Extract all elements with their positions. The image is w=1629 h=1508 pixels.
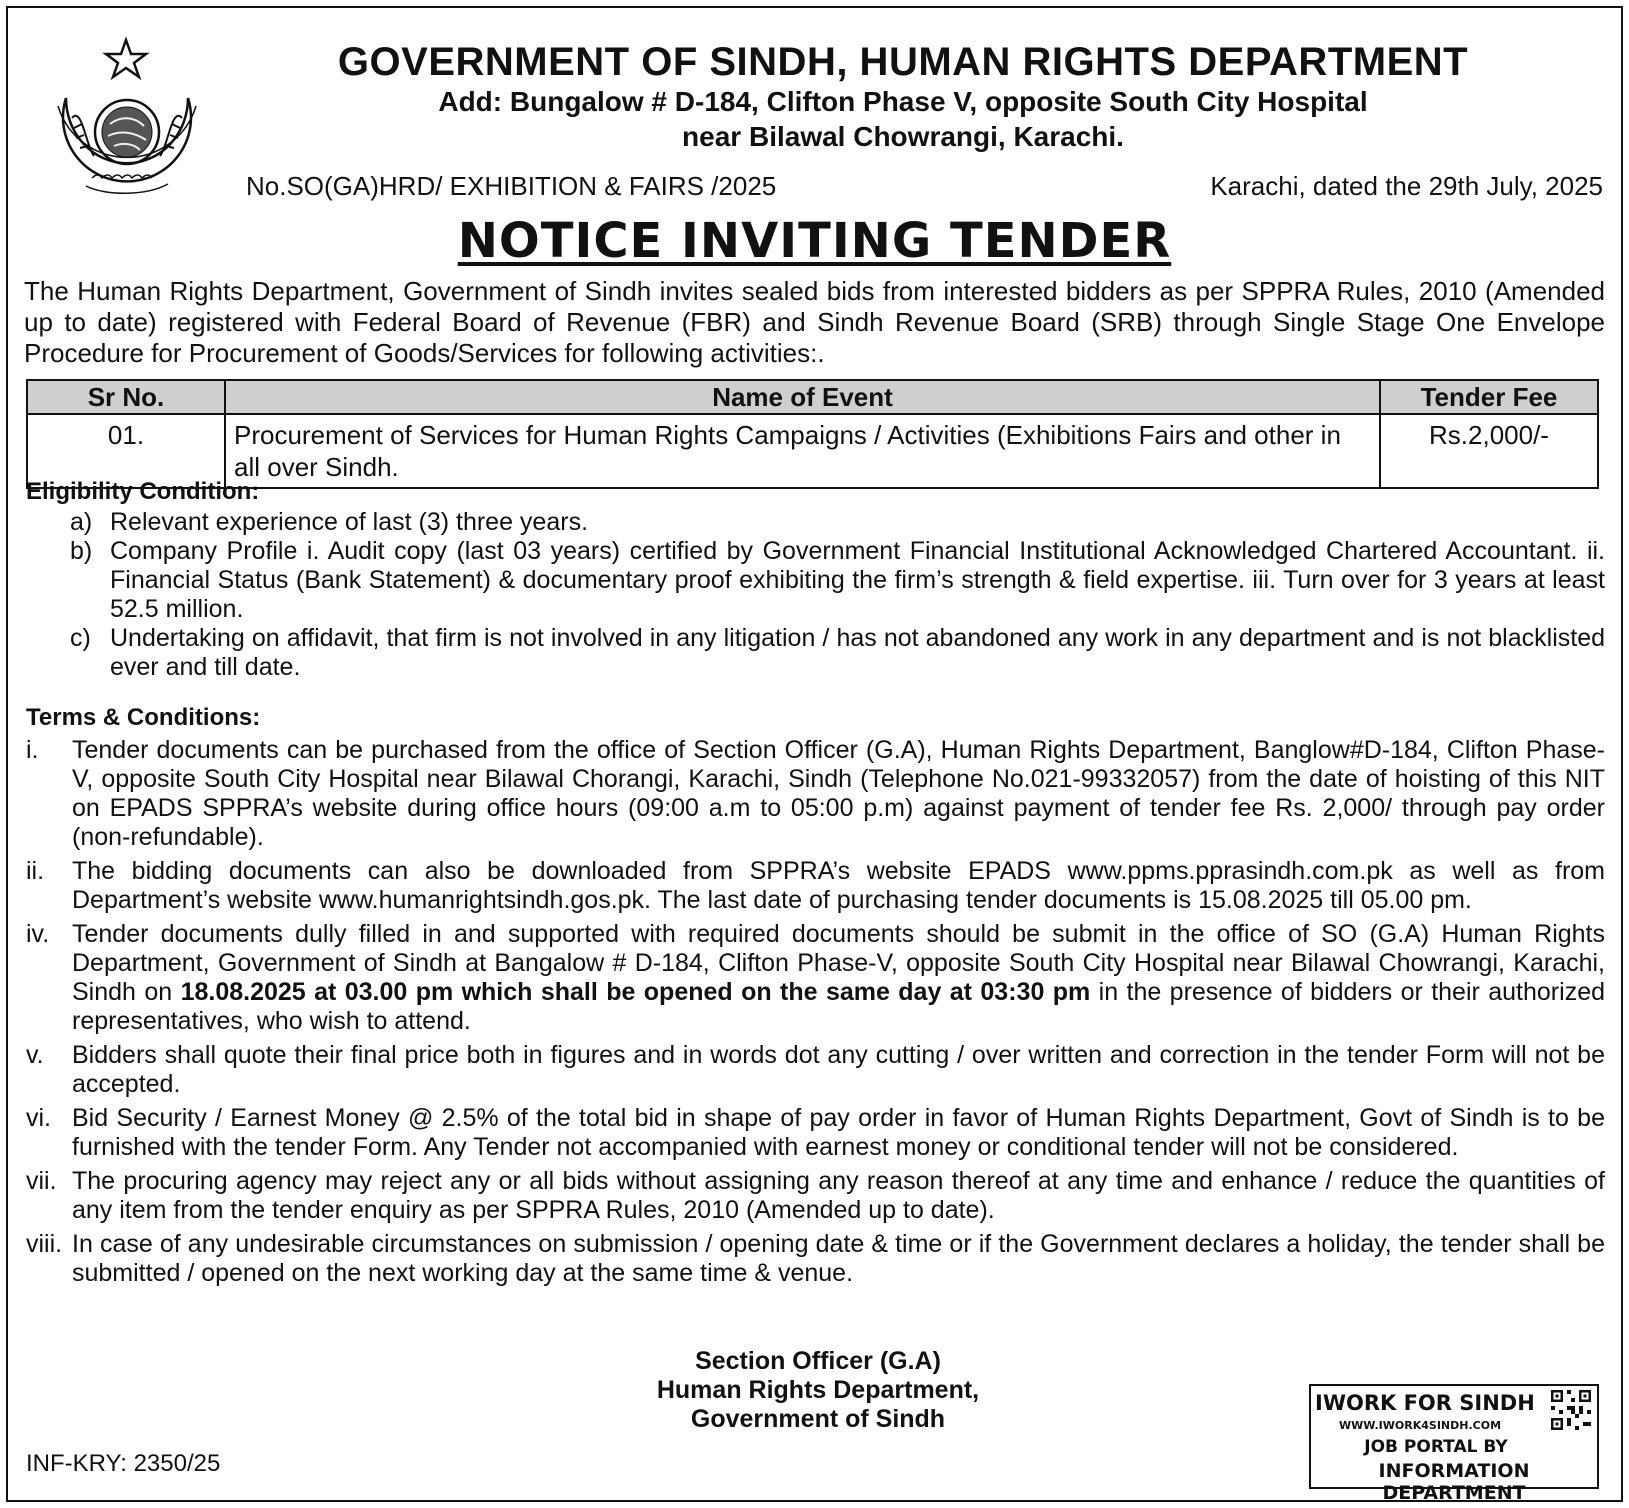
item-label: iv. bbox=[26, 920, 50, 948]
cell-sr-no: 01. bbox=[27, 414, 225, 488]
item-label: vi. bbox=[26, 1104, 51, 1132]
item-text: Bidders shall quote their final price both in figures and in words dot any cutting / over written and correction in the tender Form will not be accepted. bbox=[72, 1041, 1605, 1098]
signature-block bbox=[568, 1347, 1068, 1434]
list-item bbox=[26, 624, 1605, 682]
list-item bbox=[26, 1041, 1605, 1099]
eligibility-list bbox=[26, 508, 1605, 682]
sindh-government-seal-icon bbox=[36, 36, 216, 211]
item-text: Company Profile i. Audit copy (last 03 years) certified by Government Financial Institutional Acknowledged Chartered Accountant. ii. Financial Status (Bank Statement) & documentary proof exhibiting the firm’s strength & field expertise. iii. Turn over for 3 years at least 52.5 million. bbox=[110, 537, 1605, 623]
address-line-2: near Bilawal Chowrangi, Karachi. bbox=[682, 121, 1124, 152]
item-label: ii. bbox=[26, 857, 45, 885]
notice-page bbox=[6, 6, 1623, 1502]
item-text: Tender documents can be purchased from the office of Section Officer (G.A), Human Rights Department, Banglow#D-184, Clifton Phase-V, opposite South City Hospital near Bilawal Chorangi, Karachi, Sindh (Telephone No.021-99332057) from the date of hoisting of this NIT on EPADS SPPRA’s website during office hours (09:00 a.m to 05:00 p.m) against payment of tender fee Rs. 2,000/ through pay order (non-refundable). bbox=[72, 736, 1605, 851]
badge-department-line: INFORMATION DEPARTMENT bbox=[1378, 1460, 1530, 1504]
qr-code-icon bbox=[1551, 1390, 1591, 1430]
item-text: The bidding documents can also be downloaded from SPPRA’s website EPADS www.ppms.pprasindh.com.pk as well as from Department’s website www.humanrightsindh.gos.pk. The last date of purchasing tender documents is 15.08.2025 till 05.00 pm. bbox=[72, 857, 1605, 914]
item-label: b) bbox=[70, 537, 93, 565]
table-header-row bbox=[27, 380, 1598, 414]
item-text: In case of any undesirable circumstances on submission / opening date & time or if the Government declares a holiday, the tender shall be submitted / opened on the next working day at the same time & venue. bbox=[72, 1230, 1605, 1287]
list-item bbox=[26, 857, 1605, 915]
terms-list bbox=[26, 736, 1605, 1293]
header-name-of-event: Name of Event bbox=[225, 380, 1380, 414]
signature-government: Government of Sindh bbox=[690, 1405, 946, 1433]
terms-heading: Terms & Conditions: bbox=[26, 704, 261, 731]
list-item bbox=[26, 508, 1605, 537]
department-heading: GOVERNMENT OF SINDH, HUMAN RIGHTS DEPARTMENT bbox=[337, 40, 1469, 84]
intro-paragraph: The Human Rights Department, Government of Sindh invites sealed bids from interested bidders as per SPPRA Rules, 2010 (Amended up to date) registered with Federal Board of Revenue (FBR) and Sindh Revenue Board (SRB) through Single Stage One Envelope Procedure for Procurement of Goods/Services for following activities:. bbox=[24, 276, 1605, 368]
item-label: v. bbox=[26, 1041, 44, 1069]
list-item bbox=[26, 736, 1605, 852]
submission-deadline: 18.08.2025 at 03.00 pm which shall be opened on the same day at 03:30 pm bbox=[180, 978, 1091, 1006]
item-label: viii. bbox=[26, 1230, 63, 1258]
notice-title: NOTICE INVITING TENDER bbox=[457, 213, 1172, 269]
item-text: Relevant experience of last (3) three years. bbox=[110, 508, 589, 536]
badge-portal-line: JOB PORTAL BY bbox=[1364, 1437, 1508, 1457]
item-text: Undertaking on affidavit, that firm is not involved in any litigation / has not abandoned any work in any department and is not blacklisted ever and till date. bbox=[110, 624, 1605, 681]
item-label: c) bbox=[70, 624, 91, 652]
tender-table bbox=[26, 379, 1599, 489]
item-label: i. bbox=[26, 736, 39, 764]
list-item bbox=[26, 920, 1605, 1036]
header-tender-fee: Tender Fee bbox=[1380, 380, 1598, 414]
table-row bbox=[27, 414, 1598, 488]
signature-title: Section Officer (G.A) bbox=[695, 1347, 941, 1375]
iwork-for-sindh-badge bbox=[1309, 1384, 1599, 1504]
item-text: Bid Security / Earnest Money @ 2.5% of the total bid in shape of pay order in favor of Human Rights Department, Govt of Sindh is to be furnished with the tender Form. Any Tender not accompanied with earnest money or conditional tender will not be considered. bbox=[72, 1104, 1605, 1161]
badge-url: WWW.IWORK4SINDH.COM bbox=[1339, 1419, 1502, 1432]
badge-title: IWORK FOR SINDH bbox=[1315, 1391, 1535, 1415]
list-item bbox=[26, 1104, 1605, 1162]
item-label: vii. bbox=[26, 1167, 57, 1195]
list-item bbox=[26, 537, 1605, 624]
header-sr-no: Sr No. bbox=[27, 380, 225, 414]
cell-event-name: Procurement of Services for Human Rights Campaigns / Activities (Exhibitions Fairs and other in all over Sindh. bbox=[225, 414, 1380, 488]
item-text: Tender documents dully filled in and supported with required documents should be submit in the office of SO (G.A) Human Rights Department, Government of Sindh at Bangalow # D-184, Clifton Phase-V, opposite South City Hospital near Bilawal Chowrangi, Karachi, Sindh on 18.08.2025 at 03.00 pm which shall be opened on the same day at 03:30 pm in the presence of bidders or their authorized representatives, who wish to attend. bbox=[72, 920, 1605, 1035]
cell-tender-fee: Rs.2,000/- bbox=[1380, 414, 1598, 488]
list-item bbox=[26, 1167, 1605, 1225]
eligibility-heading: Eligibility Condition: bbox=[26, 478, 260, 505]
signature-department: Human Rights Department, bbox=[656, 1376, 980, 1404]
list-item bbox=[26, 1230, 1605, 1288]
item-text: The procuring agency may reject any or all bids without assigning any reason thereof at any time and enhance / reduce the quantities of any item from the tender enquiry as per SPPRA Rules, 2010 (Amended up to date). bbox=[72, 1167, 1605, 1224]
inf-number: INF-KRY: 2350/25 bbox=[26, 1450, 221, 1477]
reference-number: No.SO(GA)HRD/ EXHIBITION & FAIRS /2025 bbox=[246, 171, 777, 201]
item-label: a) bbox=[70, 508, 93, 536]
address-line-1: Add: Bungalow # D-184, Clifton Phase V, opposite South City Hospital bbox=[438, 86, 1368, 117]
notice-date: Karachi, dated the 29th July, 2025 bbox=[1210, 171, 1603, 201]
